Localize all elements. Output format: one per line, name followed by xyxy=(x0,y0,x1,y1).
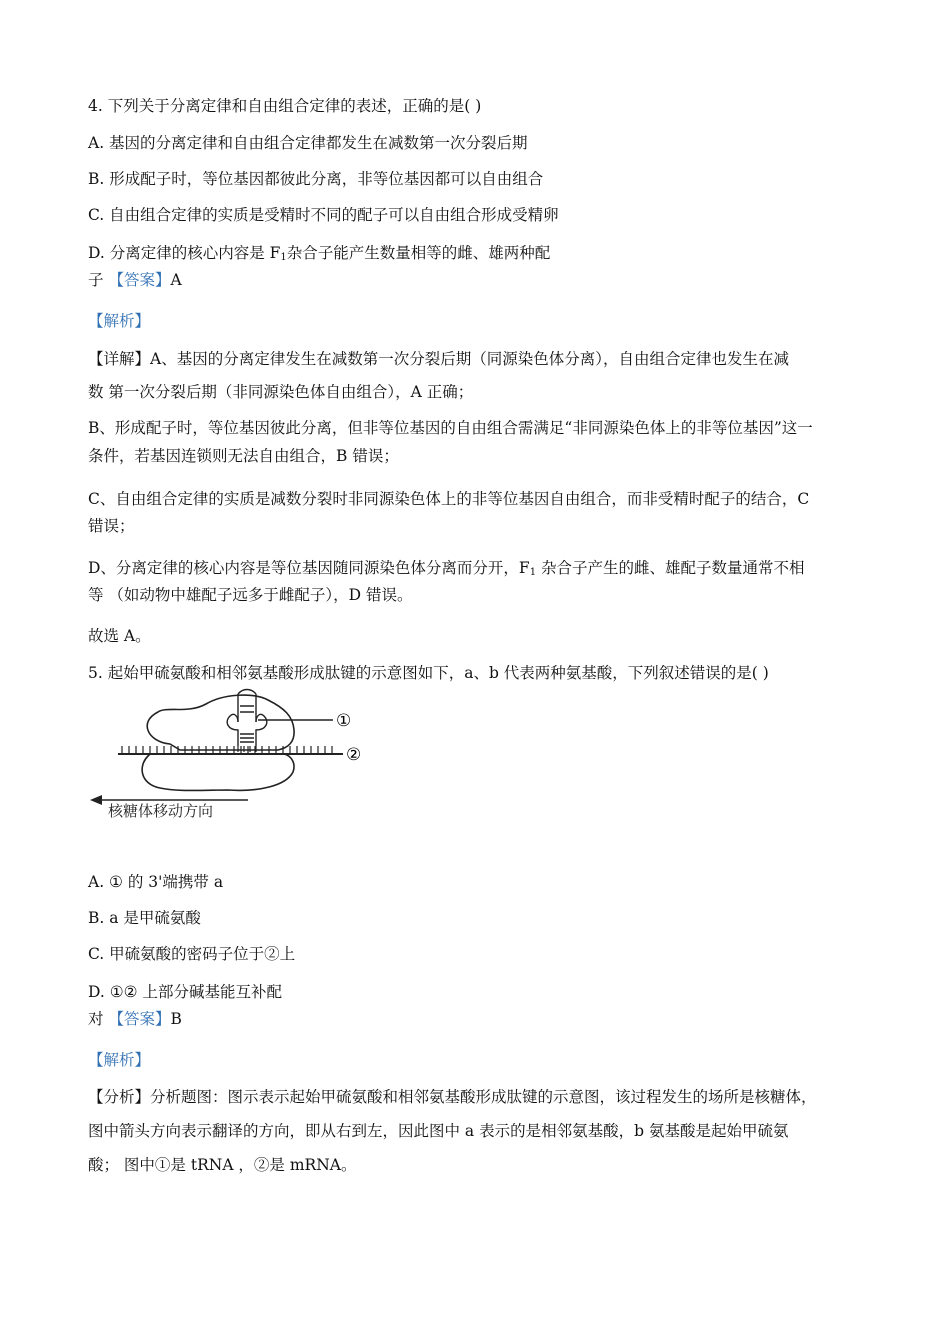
q5-fenxi-1: 【分析】分析题图：图示表示起始甲硫氨酸和相邻氨基酸形成肽键的示意图，该过程发生的场所是核糖体， xyxy=(88,1088,817,1106)
q4-option-c: C. 自由组合定律的实质是受精时不同的配子可以自由组合形成受精卵 xyxy=(88,206,559,224)
small-subunit xyxy=(142,754,294,791)
q4-analysis-label: 【解析】 xyxy=(88,312,151,330)
q4-conclusion: 故选 A。 xyxy=(88,627,151,645)
answer-label: 【答案】 xyxy=(108,271,171,289)
q4-detail-3: B、形成配子时，等位基因彼此分离，但非等位基因的自由组合需满足“非同源染色体上的非等位基因”这一 xyxy=(88,419,813,437)
arrow-left-icon xyxy=(90,795,102,805)
q4-detail-1: 【详解】A、基因的分离定律发生在减数第一次分裂后期（同源染色体分离），自由组合定律也发生在减 xyxy=(88,350,789,368)
q4-detail-2: 数 第一次分裂后期（非同源染色体自由组合），A 正确； xyxy=(88,383,474,401)
figure-caption: 核糖体移动方向 xyxy=(108,802,214,820)
q5-answer-line: 对 【答案】B xyxy=(88,1010,182,1028)
answer-label: 【答案】 xyxy=(108,1010,171,1028)
answer-value: B xyxy=(170,1010,182,1028)
q4-option-d: D. 分离定律的核心内容是 $F_1$杂合子能产生数量相等的雌、雄两种配 xyxy=(88,244,551,263)
q4-detail-8: 等 （如动物中雄配子远多于雌配子），D 错误。 xyxy=(88,586,413,604)
q4-detail-6: 错误； xyxy=(88,517,135,535)
q5-analysis-label: 【解析】 xyxy=(88,1051,151,1069)
q5-fenxi-3: 酸； 图中①是 tRNA ，②是 mRNA。 xyxy=(88,1156,357,1174)
large-subunit xyxy=(147,695,294,750)
q4-detail-4: 条件，若基因连锁则无法自由组合，B 错误； xyxy=(88,447,399,465)
mrna-bases xyxy=(122,746,332,754)
label-1: ① xyxy=(336,711,352,731)
q5-stem: 5. 起始甲硫氨酸和相邻氨基酸形成肽键的示意图如下，a、b 代表两种氨基酸，下列叙述错误的是( ) xyxy=(88,664,769,682)
q5-option-c: C. 甲硫氨酸的密码子位于②上 xyxy=(88,945,296,963)
label-2: ② xyxy=(346,745,362,765)
q4-stem: 4. 下列关于分离定律和自由组合定律的表述，正确的是( ) xyxy=(88,97,482,115)
ribosome-translation-diagram xyxy=(88,686,378,831)
q5-option-b: B. a 是甲硫氨酸 xyxy=(88,909,201,927)
q4-detail-7: D、分离定律的核心内容是等位基因随同源染色体分离而分开，$F_1$ 杂合子产生的雌、雄配子数量通常不相 xyxy=(88,559,805,578)
q5-option-d: D. ①② 上部分碱基能互补配 xyxy=(88,983,282,1001)
q4-answer-line: 子 【答案】A xyxy=(88,271,182,289)
q5-option-a: A. ① 的 3'端携带 a xyxy=(88,873,224,891)
answer-value: A xyxy=(170,271,182,289)
q4-option-a: A. 基因的分离定律和自由组合定律都发生在减数第一次分裂后期 xyxy=(88,134,528,152)
q4-option-b: B. 形成配子时，等位基因都彼此分离，非等位基因都可以自由组合 xyxy=(88,170,544,188)
q5-fenxi-2: 图中箭头方向表示翻译的方向，即从右到左，因此图中 a 表示的是相邻氨基酸，b 氨基酸是起始甲硫氨 xyxy=(88,1122,789,1140)
ribosome-diagram-svg xyxy=(88,686,378,796)
q4-detail-5: C、自由组合定律的实质是减数分裂时非同源染色体上的非等位基因自由组合，而非受精时配子的结合，C xyxy=(88,490,810,508)
